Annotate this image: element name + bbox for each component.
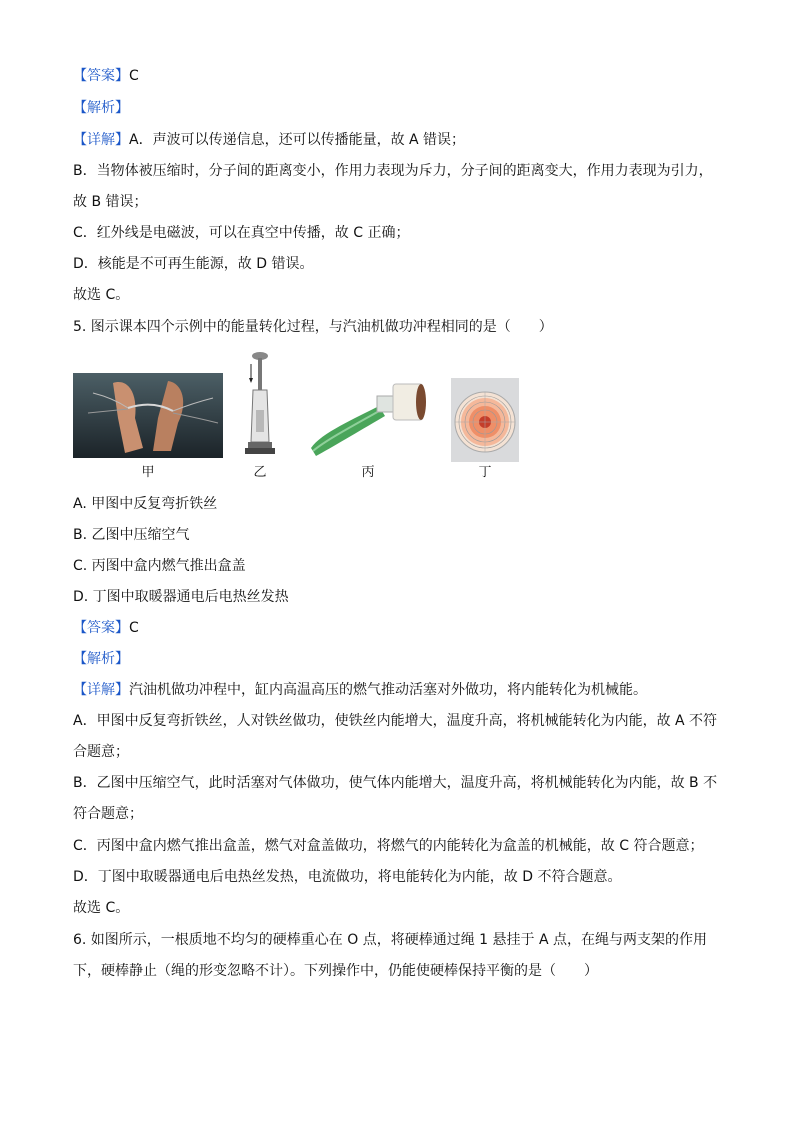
analysis-tag-2: 【解析】	[73, 651, 129, 667]
figure-yi-image	[245, 350, 275, 458]
figure-jia-image	[73, 373, 223, 458]
question-6-line2: 下，硬棒静止（绳的形变忽略不计）。下列操作中，仍能使硬棒保持平衡的是（ ）	[73, 963, 598, 979]
figure-label-bing: 丙	[361, 465, 375, 480]
option-b: B. 乙图中压缩空气	[73, 527, 190, 543]
question-5-figures	[73, 350, 533, 480]
question-6-line1: 6. 如图所示，一根质地不均匀的硬棒重心在 O 点，将硬棒通过绳 1 悬挂于 A 点，在绳与两支架的作用	[73, 932, 708, 948]
answer-value: C	[129, 68, 139, 84]
conclusion-1: 故选 C。	[73, 287, 130, 303]
figure-ding-image	[451, 378, 519, 462]
explanation-d2: D．丁图中取暖器通电后电热丝发热，电流做功，将电能转化为内能，故 D 不符合题意。	[73, 869, 622, 885]
explanation-b2-line2: 符合题意；	[73, 806, 143, 822]
option-d: D. 丁图中取暖器通电后电热丝发热	[73, 589, 289, 605]
explanation-b2-line1: B．乙图中压缩空气，此时活塞对气体做功，使气体内能增大，温度升高，将机械能转化为内能，故 B 不	[73, 775, 718, 791]
answer-line-1	[73, 66, 139, 86]
explanation-b-line2: 故 B 错误；	[73, 194, 148, 210]
option-a: A. 甲图中反复弯折铁丝	[73, 496, 218, 512]
question-5-stem: 5. 图示课本四个示例中的能量转化过程，与汽油机做功冲程相同的是（ ）	[73, 319, 553, 335]
answer-line-2: 【答案】C	[73, 620, 139, 636]
conclusion-2: 故选 C。	[73, 900, 130, 916]
explanation-c2: C．丙图中盒内燃气推出盒盖，燃气对盒盖做功，将燃气的内能转化为盒盖的机械能，故 C 符合题意；	[73, 838, 704, 854]
explanation-c: C．红外线是电磁波，可以在真空中传播，故 C 正确；	[73, 225, 410, 241]
explanation-a-line2: 合题意；	[73, 744, 129, 760]
explanation-b-line1: B．当物体被压缩时，分子间的距离变小，作用力表现为斥力，分子间的距离变大，作用力表现为引力，	[73, 163, 713, 179]
figure-label-jia: 甲	[141, 465, 155, 480]
figure-label-ding: 丁	[478, 465, 492, 480]
analysis-tag-1: 【解析】	[73, 100, 129, 116]
detail-line-1: 【详解】A．声波可以传递信息，还可以传播能量，故 A 错误；	[73, 132, 466, 148]
detail-tag: 【详解】	[73, 132, 129, 148]
figure-label-yi: 乙	[253, 465, 267, 480]
explanation-d: D．核能是不可再生能源，故 D 错误。	[73, 256, 314, 272]
explanation-a-line1: A．甲图中反复弯折铁丝，人对铁丝做功，使铁丝内能增大，温度升高，将机械能转化为内能，故 A 不符	[73, 713, 718, 729]
option-c: C. 丙图中盒内燃气推出盒盖	[73, 558, 246, 574]
figure-bing-image	[301, 378, 431, 458]
detail-line-2: 【详解】汽油机做功冲程中，缸内高温高压的燃气推动活塞对外做功，将内能转化为机械能。	[73, 682, 647, 698]
answer-tag: 【答案】	[73, 68, 129, 84]
